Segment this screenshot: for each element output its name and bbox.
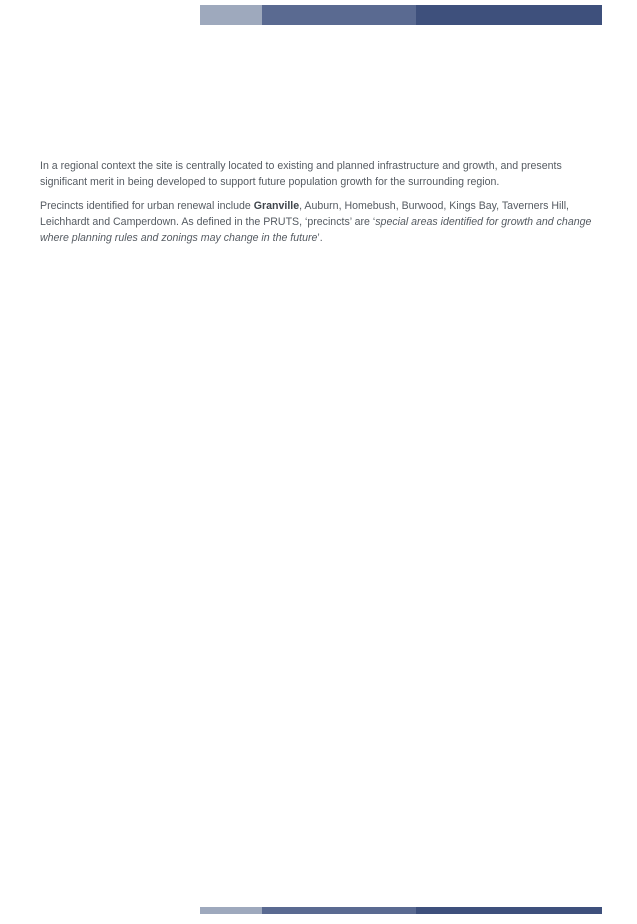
precincts-bold-granville: Granville: [253, 200, 300, 212]
document-body: [40, 158, 605, 254]
header-bar-light-segment: [200, 5, 262, 25]
footer-bar-light-segment: [200, 907, 262, 914]
header-color-bar: [200, 5, 602, 25]
footer-bar-mid-segment: [262, 907, 416, 914]
paragraph-regional-context: In a regional context the site is centrally located to existing and planned infrastructure and growth, and presents significant merit in being developed to support future population growth for the surrounding region.: [40, 160, 562, 188]
header-bar-mid-segment: [262, 5, 416, 25]
paragraph-precincts: [40, 198, 605, 246]
precincts-tail-text: ’.: [317, 232, 323, 244]
precincts-lead-text: Precincts identified for urban renewal include: [40, 200, 254, 212]
footer-bar-dark-segment: [416, 907, 602, 914]
header-bar-dark-segment: [416, 5, 602, 25]
footer-color-bar: [200, 907, 602, 914]
precincts-definition-italic: special areas identified for growth and change where planning rules and zonings may change in the future: [40, 216, 592, 244]
precincts-middle-text: , Auburn, Homebush, Burwood, Kings Bay, Taverners Hill, Leichhardt and Camperdown. As defined in the PRUTS, ‘precincts’ are ‘: [40, 200, 569, 228]
